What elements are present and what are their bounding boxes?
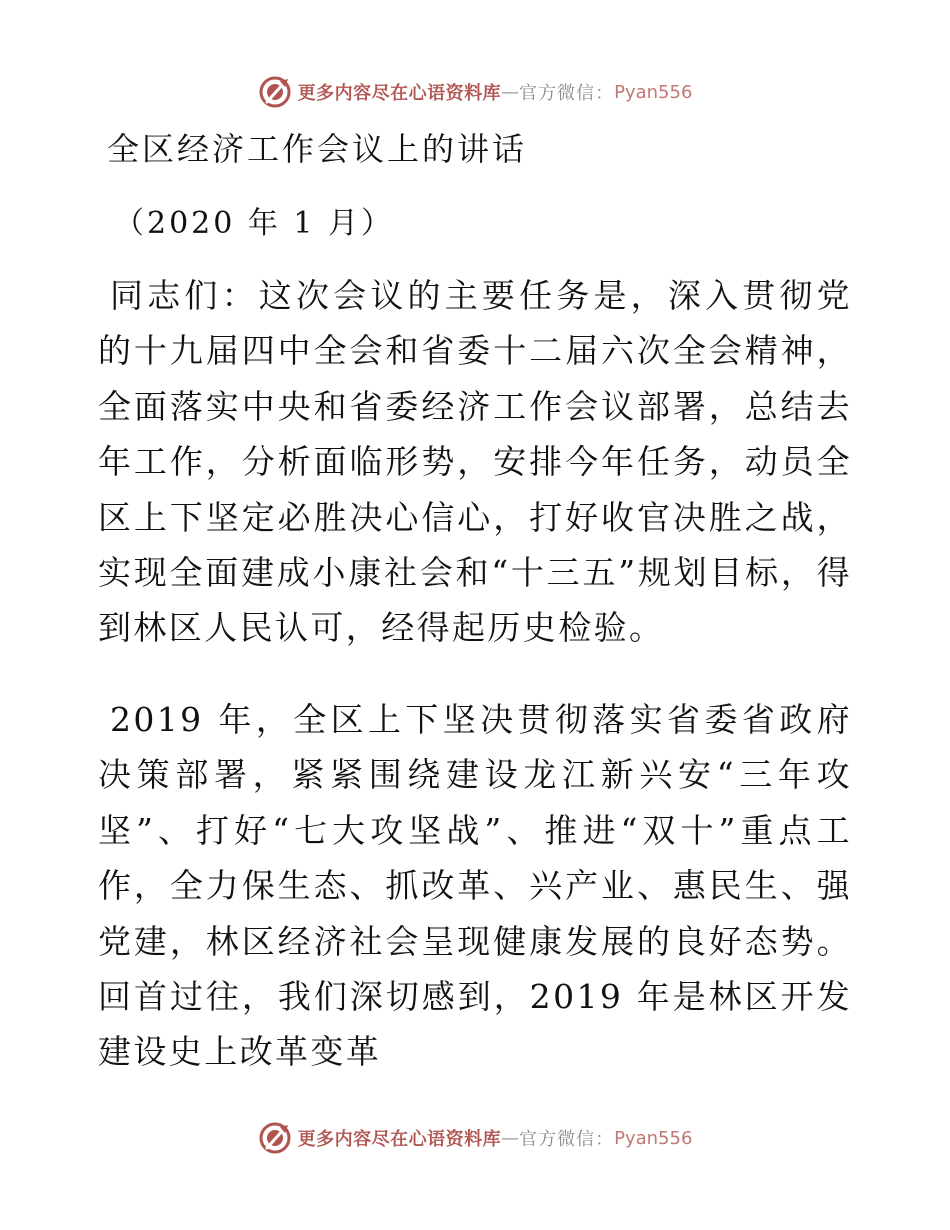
paragraph-greeting: 同志们：这次会议的主要任务是，深入贯彻党的十九届四中全会和省委十二届六次全会精神，全面落实中央和省委经济工作会议部署，总结去年工作，分析面临形势，安排今年任务，动员全区上下坚定必胜决心信心，打好收官决胜之战，实现全面建成小康社会和“十三五”规划目标，得到林区人民认可，经得起历史检验。 [98,276,852,648]
watermark-main-text: 更多内容尽在心语资料库 [297,1129,502,1150]
watermark-header [0,72,950,112]
watermark-wechat-id: Pyan556 [614,1127,693,1149]
quill-logo-icon [258,1121,292,1155]
document-date: （2020 年 1 月） [114,206,395,241]
document-title: 全区经济工作会议上的讲话 [107,130,528,168]
watermark-wechat-label: 官方微信： [519,83,615,104]
paragraph-review-2019: 2019 年，全区上下坚决贯彻落实省委省政府决策部署，紧紧围绕建设龙江新兴安“三年攻坚”、打好“七大攻坚战”、推进“双十”重点工作，全力保生态、抓改革、兴产业、惠民生、强党建，林区经济社会呈现健康发展的良好态势。回首过往，我们深切感到，2019 年是林区开发建设史上改革变革 [98,700,852,1072]
watermark-separator: — [501,81,520,103]
watermark-footer [0,1118,950,1158]
watermark-separator: — [501,1127,520,1149]
watermark-wechat-id: Pyan556 [614,81,693,103]
quill-logo-icon [258,75,292,109]
watermark-main-text: 更多内容尽在心语资料库 [297,83,502,104]
watermark-wechat-label: 官方微信： [519,1129,615,1150]
